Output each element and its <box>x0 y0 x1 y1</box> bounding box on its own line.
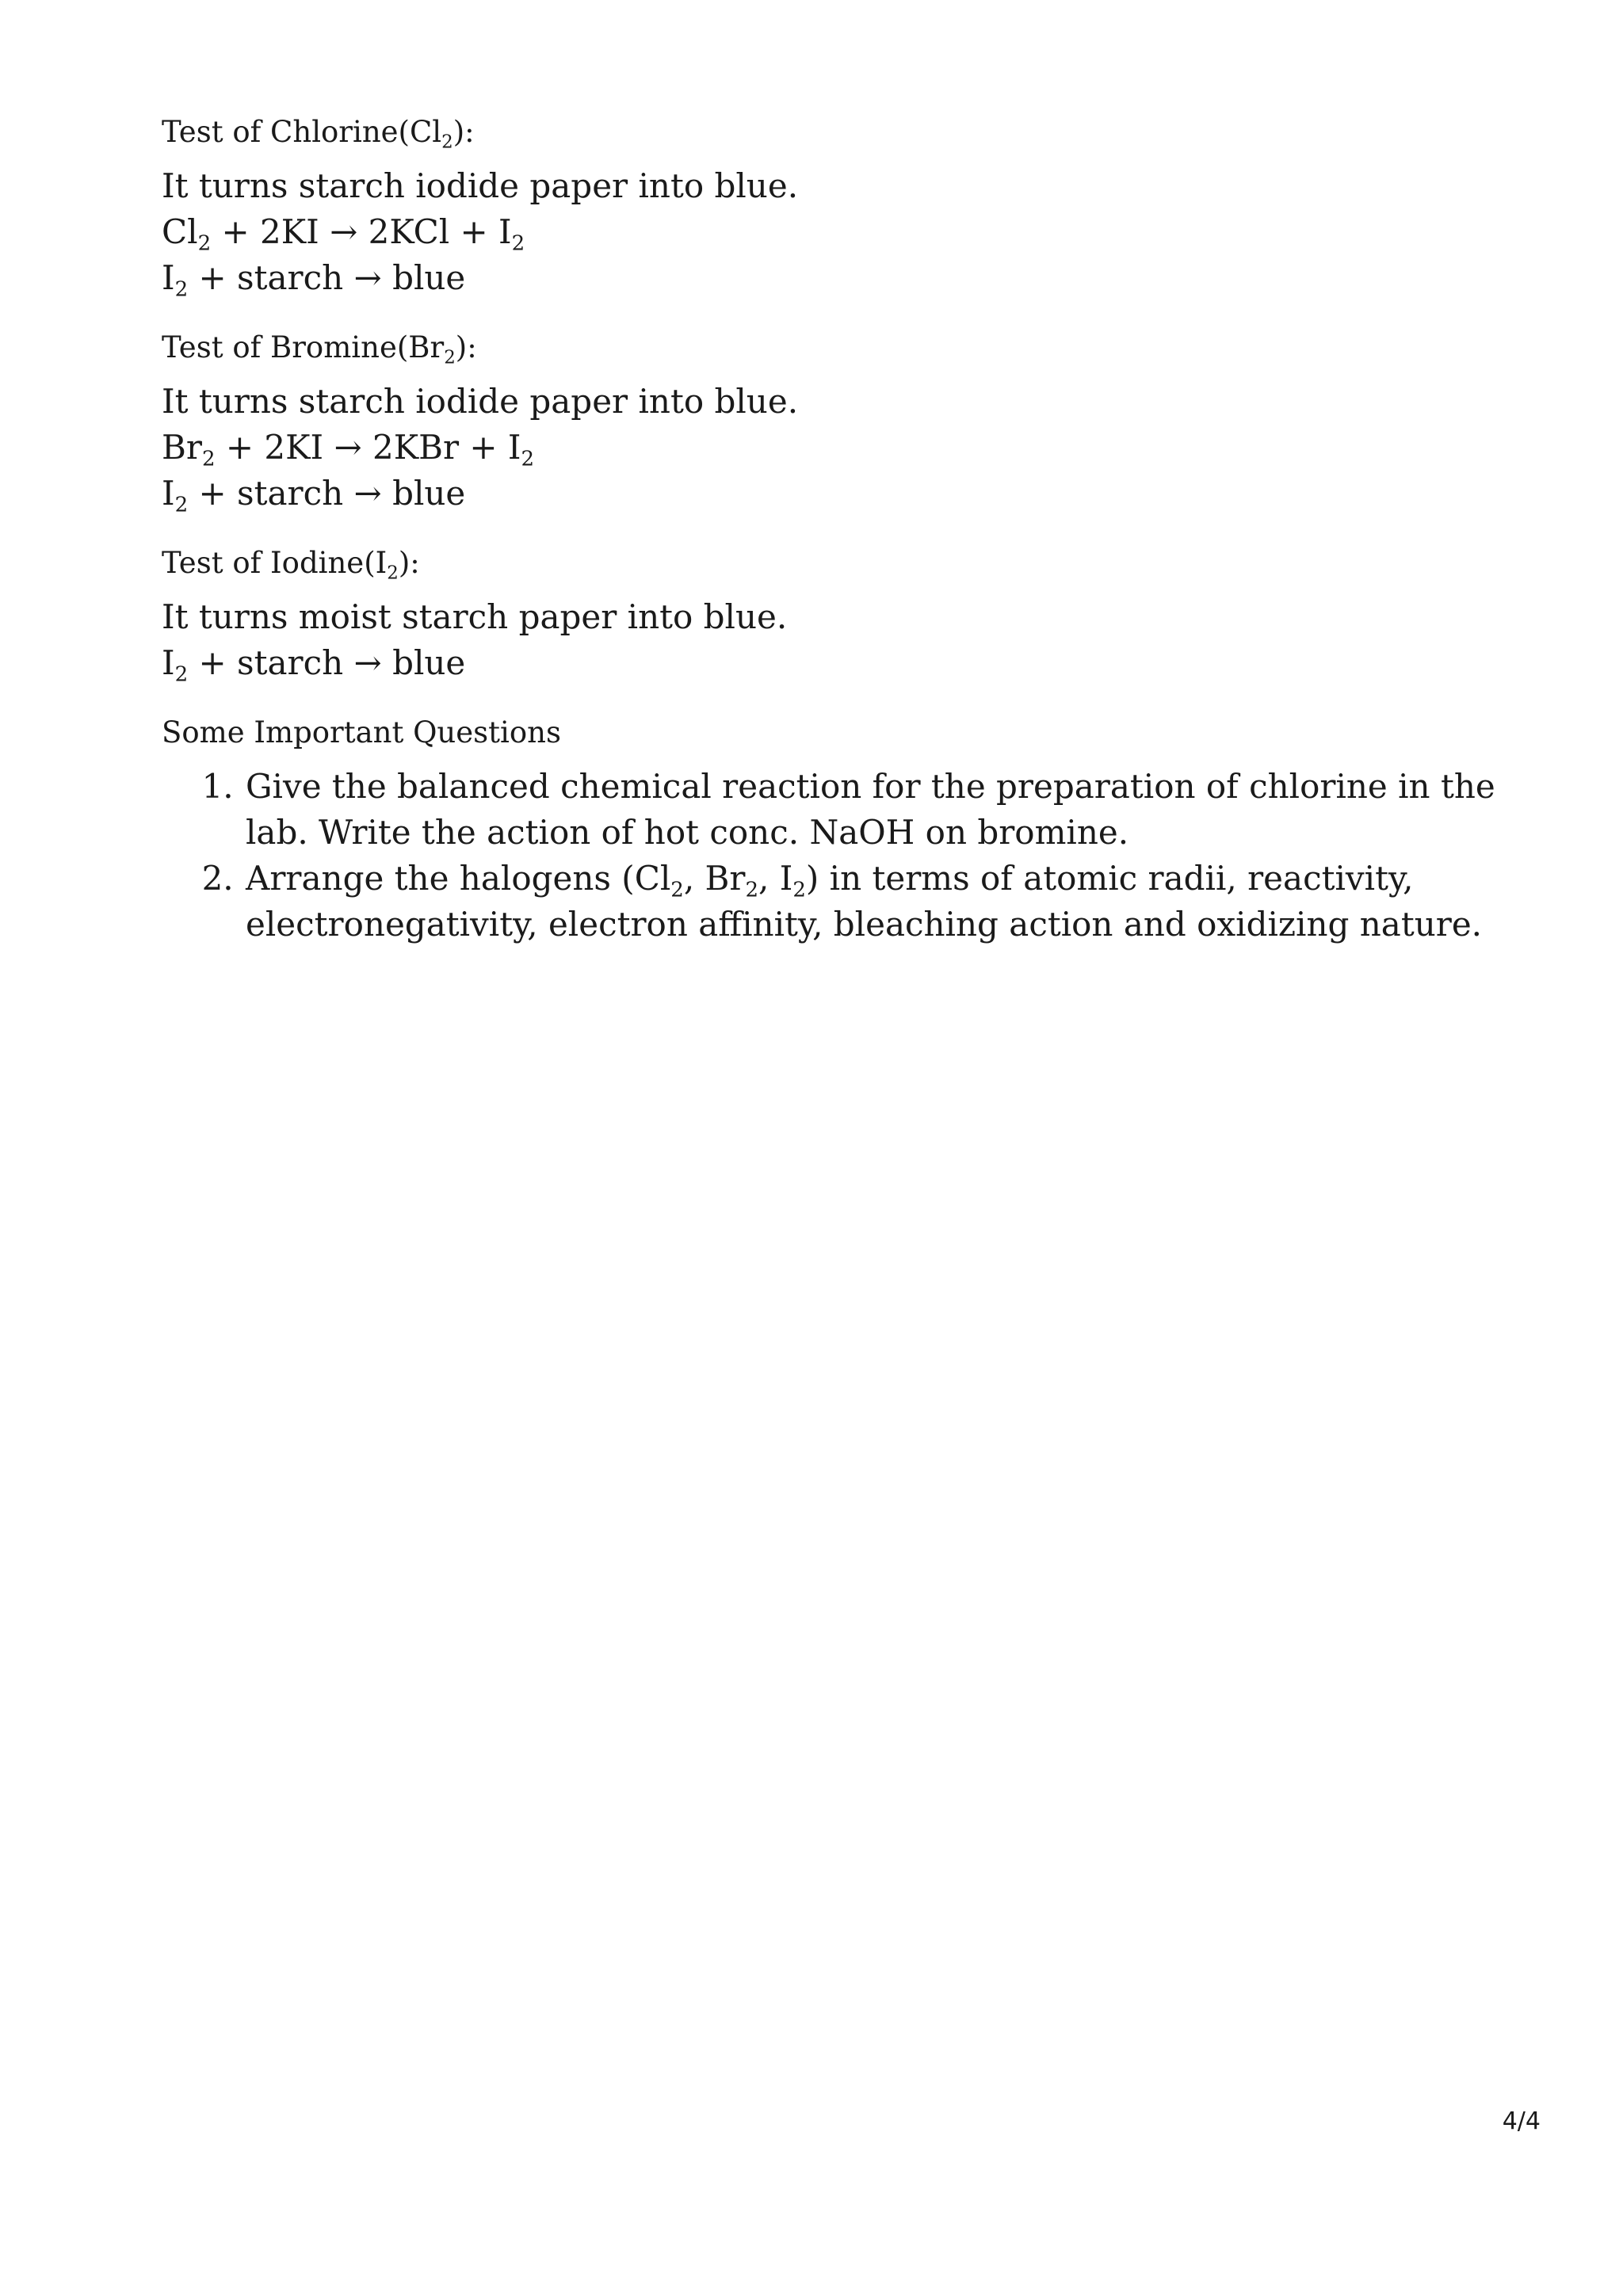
chlorine-equation-1: $Cl_2 + 2KI \to 2KCl + I_2$ <box>162 212 525 256</box>
question-item-1: 1. Give the balanced chemical reaction for the preparation of chlorine in the lab. Write the action of hot conc. NaOH on bromine. <box>244 764 1509 856</box>
heading-test-of-bromine: Test of $Bromine(Br_2)$: <box>162 330 477 368</box>
heading-important-questions: Some Important Questions <box>162 715 561 749</box>
heading-test-of-chlorine: Test of $Chlorine(Cl_2)$: <box>162 115 475 153</box>
bromine-description: It turns starch iodide paper into blue. <box>162 382 799 421</box>
section-important-questions <box>162 702 1509 948</box>
document-page <box>162 101 1509 963</box>
section-chlorine <box>162 101 1509 301</box>
heading-test-of-iodine: Test of $Iodine(I_2)$: <box>162 546 420 584</box>
questions-list <box>162 764 1509 948</box>
chlorine-equation-2: $I_2$ + starch → blue <box>162 258 466 302</box>
question-item-2: 2. Arrange the halogens ($Cl_2$, $Br_2$, $I_2$) in terms of atomic radii, reactivity, electronegativity, electron affinity, bleaching action and oxidizing nature. <box>244 856 1509 948</box>
iodine-description: It turns moist starch paper into blue. <box>162 597 788 636</box>
chlorine-description: It turns starch iodide paper into blue. <box>162 166 799 205</box>
section-bromine <box>162 317 1509 517</box>
section-iodine <box>162 532 1509 686</box>
bromine-equation-2: $I_2$ + starch → blue <box>162 474 466 517</box>
iodine-equation-1: $I_2$ + starch → blue <box>162 643 466 687</box>
page-number: 4/4 <box>1502 2107 1541 2135</box>
bromine-equation-1: $Br_2 + 2KI \to 2KBr + I_2$ <box>162 428 535 471</box>
